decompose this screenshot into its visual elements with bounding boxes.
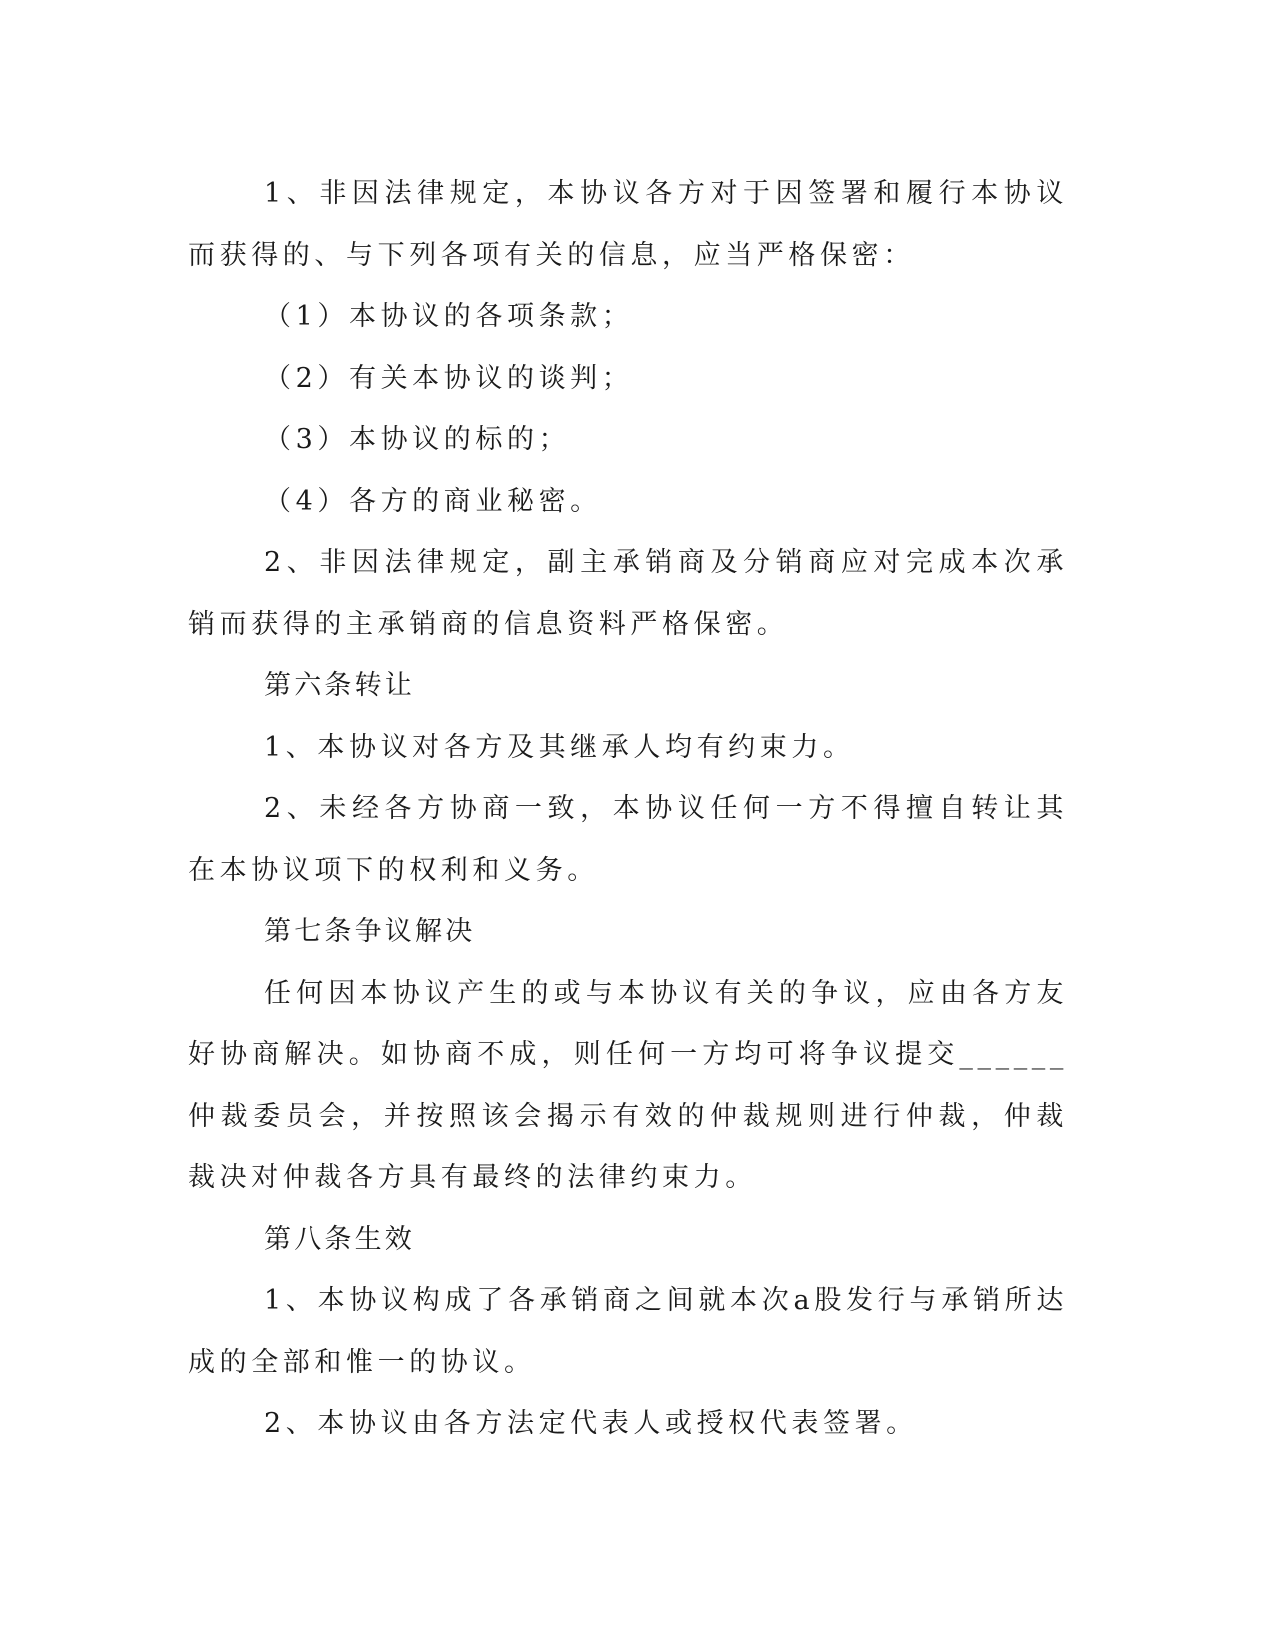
section-heading-effectiveness: 第八条生效 <box>264 1223 415 1255</box>
list-item-negotiation: （2）有关本协议的谈判； <box>264 362 634 394</box>
clause-6-1-binding: 1、本协议对各方及其继承人均有约束力。 <box>264 731 855 763</box>
list-item-trade-secrets: （4）各方的商业秘密。 <box>264 485 602 517</box>
clause-8-1-entire-agreement: 1、本协议构成了各承销商之间就本次a股发行与承销所达成的全部和惟一的协议。 <box>188 1285 1068 1378</box>
section-heading-transfer: 第六条转让 <box>264 670 415 701</box>
list-item-terms: （1）本协议的各项条款； <box>264 301 634 332</box>
clause-5-2-underwriter-info: 2、非因法律规定，副主承销商及分销商应对完成本次承销而获得的主承销商的信息资料严格保密。 <box>188 547 1068 640</box>
clause-8-2-signature: 2、本协议由各方法定代表人或授权代表签署。 <box>264 1408 918 1439</box>
document-body <box>188 163 1068 1455</box>
section-heading-dispute: 第七条争议解决 <box>264 916 476 947</box>
clause-6-2-no-assignment: 2、未经各方协商一致，本协议任何一方不得擅自转让其在本协议项下的权利和义务。 <box>188 793 1068 886</box>
list-item-subject: （3）本协议的标的； <box>264 424 571 455</box>
clause-7-arbitration: 任何因本协议产生的或与本协议有关的争议，应由各方友好协商解决。如协商不成，则任何一方均可将争议提交______仲裁委员会，并按照该会揭示有效的仲裁规则进行仲裁，仲裁裁决对仲裁各方具有最终的法律约束力。 <box>188 977 1068 1193</box>
clause-5-1-confidentiality: 1、非因法律规定，本协议各方对于因签署和履行本协议而获得的、与下列各项有关的信息，应当严格保密： <box>188 178 1068 271</box>
